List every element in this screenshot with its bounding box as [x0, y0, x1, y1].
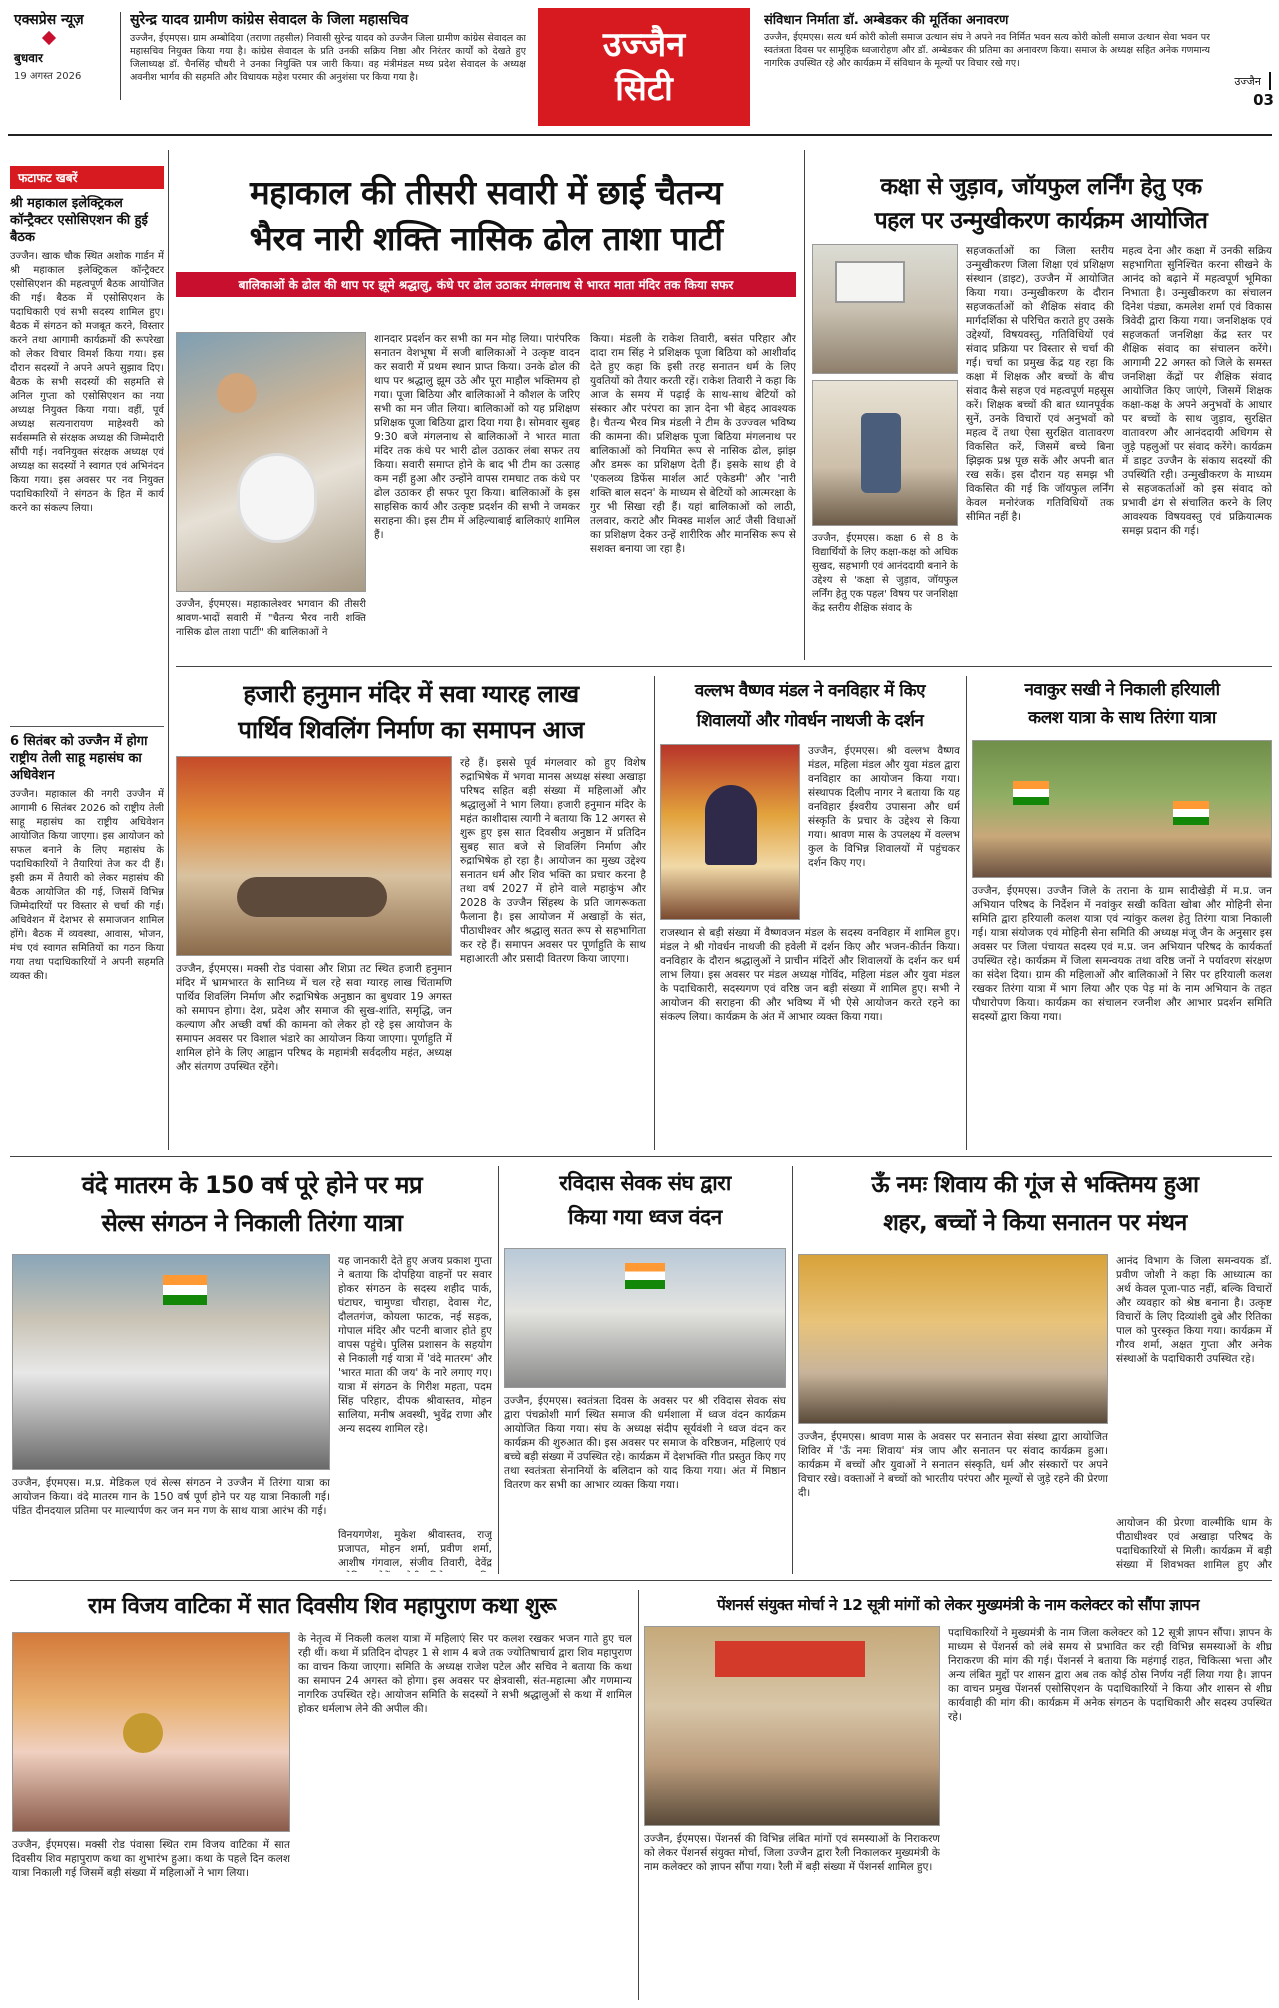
- hazari-photo: [176, 756, 452, 956]
- lead-photo: [176, 332, 366, 592]
- om-column-right: आनंद विभाग के जिला समन्वयक डॉ. प्रवीण जोशी ने कहा कि आध्यात्म का अर्थ केवल पूजा-पाठ नहीं, बल्कि विचारों और व्यवहार को श्रेष्ठ बनाना है। उत्कृष्ट विचारों के लिए दिव्यांशी दुबे और रितिका पाल को पुरस्कृत किया गया। कार्यक्रम में गौरव शर्मा, अक्षत गुप्ता और अनेक संस्थाओं के पदाधिकारी उपस्थित रहे।: [1116, 1255, 1272, 1365]
- joyful-photo-top: [812, 244, 958, 374]
- shivling-tray-icon: [237, 877, 387, 917]
- city-title-line1: उज्जैन: [602, 25, 686, 65]
- joyful-caption: उज्जैन, ईएमएस। कक्षा 6 से 8 के विद्यार्थियों के लिए कक्षा-कक्ष को अधिक सुखद, सहभागी एवं आनंददायी बनाने के उद्देश्य से 'कक्षा से जुड़ाव, जॉयफुल लर्निंग हेतु एक पहल' विषय पर जनशिक्षा केंद्र स्तरीय शैक्षिक संवाद के: [812, 533, 958, 614]
- lead-column-2: किया। मंडली के राकेश तिवारी, बसंत परिहार और दादा राम सिंह ने प्रशिक्षक पूजा बिठिया को आशीर्वाद देते हुए कहा कि इसी तरह सनातन धर्म के लिए युवतियों को तैयार करती रहें। राकेश तिवारी ने कहा कि आज के समय में पढ़ाई के साथ-साथ बेटियों को संस्कार और परंपरा का ज्ञान देना भी बेहद आवश्यक है। चैतन्य भैरव मित्र मंडली ने टीम के उज्ज्वल भविष्य की कामना की। प्रशिक्षक पूजा बिठिया मंगलनाथ पर बालिकाओं को नियमित रूप से नासिक ढोल, झांझ और डमरू का प्रशिक्षण देती हैं। इसके साथ ही वे 'एकलव्य डिफेंस मार्शल आर्ट एकेडमी' और 'नारी शक्ति बाल सदन' के माध्यम से बेटियों को आत्मरक्षा के गुर भी सिखा रही हैं। यहां बालिकाओं को लाठी, तलवार, कराटे और मिक्स्ड मार्शल आर्ट जैसी विधाओं का प्रशिक्षण देकर उन्हें शारीरिक और मानसिक रूप से सशक्त बनाया जा रहा है।: [590, 333, 796, 555]
- page-label: उज्जैन: [1234, 75, 1261, 88]
- joyful-headline-line1: कक्षा से जुड़ाव, जॉयफुल लर्निंग हेतु एक: [880, 174, 1202, 200]
- hazari-column: रहे हैं। इससे पूर्व मंगलवार को हुए विशेष रुद्राभिषेक में भगवा मानस अध्यक्ष संस्था अखाड़ा परिषद सहित बड़ी संख्या में महिलाओं और श्रद्धालुओं ने भाग लिया। हजारी हनुमान मंदिर के महंत काशीदास त्यागी ने बताया कि 12 अगस्त से शुरू हुए इस सात दिवसीय अनुष्ठान में प्रतिदिन सुबह सात बजे से शिवलिंग निर्माण और रुद्राभिषेक हो रहा है। आयोजन का मुख्य उद्देश्य सनातन धर्म और शिव भक्ति का प्रचार करना है तथा वर्ष 2027 में होने वाले महाकुंभ और 2028 के उज्जैन सिंहस्थ के प्रति जागरूकता फैलाना है। इस आयोजन में अखाड़ों के संत, पीठाधीश्वर और श्रद्धालु सतत रूप से सहभागिता कर रहे हैं। समापन अवसर पर पूर्णाहुति के साथ महाआरती और प्रसादी वितरण किया जाएगा।: [460, 757, 646, 965]
- vallabh-story: [660, 676, 960, 736]
- teaser-left-headline: सुरेन्द्र यादव ग्रामीण कांग्रेस सेवादल के जिला महासचिव: [130, 12, 409, 28]
- vande-photo: [12, 1254, 330, 1470]
- ram-photo: [12, 1632, 290, 1832]
- ravidas-photo: [504, 1248, 786, 1388]
- hazari-story: [176, 676, 646, 748]
- issue-date: 19 अगस्त 2026: [14, 71, 82, 82]
- om-photo: [798, 1254, 1108, 1424]
- pension-story: [644, 1590, 1272, 1620]
- hazari-divider: [654, 676, 655, 1150]
- page-marker: [1212, 70, 1274, 109]
- om-column-bottom: आयोजन की प्रेरणा वाल्मीकि धाम के पीठाधीश्वर एवं अखाड़ा परिषद के पदाधिकारियों से मिली। कार्यक्रम में बड़ी संख्या में शिवभक्त शामिल हुए और: [1116, 1517, 1272, 1571]
- navakur-headline-line1: नवाकुर सखी ने निकाली हरियाली: [1024, 680, 1220, 700]
- pension-caption: उज्जैन, ईएमएस। पेंशनर्स की विभिन्न लंबित मांगों एवं समस्याओं के निराकरण को लेकर पेंशनर्स संयुक्त मोर्चा, जिला उज्जैन द्वारा रैली निकालकर मुख्यमंत्री के नाम कलेक्टर को ज्ञापन सौंपा गया। रैली में बड़ी संख्या में पेंशनर्स शामिल हुए।: [644, 1833, 940, 1873]
- ram-body: के नेतृत्व में निकली कलश यात्रा में महिलाएं सिर पर कलश रखकर भजन गाते हुए चल रही थीं। कथा में प्रतिदिन दोपहर 1 से शाम 4 बजे तक ज्योतिषाचार्य द्वारा शिव महापुराण का वाचन किया जाएगा। समिति के अध्यक्ष राजेश पटेल और सचिव ने बताया कि कथा का समापन 24 अगस्त को होगा। इस अवसर पर क्षेत्रवासी, संत-महात्मा और गणमान्य नागरिक उपस्थित रहे। आयोजन समिति के सदस्यों ने सभी श्रद्धालुओं से कथा में शामिल होकर धर्मलाभ लेने की अपील की।: [298, 1633, 632, 1715]
- vande-caption: उज्जैन, ईएमएस। म.प्र. मेडिकल एवं सेल्स संगठन ने उज्जैन में तिरंगा यात्रा का आयोजन किया। वंदे मातरम गान के 150 वर्ष पूर्ण होने पर यह यात्रा निकाली गई। पंडित दीनदयाल प्रतिमा पर माल्यार्पण कर जन मन गण के साथ यात्रा आरंभ की गई।: [12, 1477, 330, 1517]
- drum-icon: [237, 453, 317, 543]
- hazari-headline-line1: हजारी हनुमान मंदिर में सवा ग्यारह लाख: [243, 680, 579, 708]
- navakur-headline-line2: कलश यात्रा के साथ तिरंगा यात्रा: [1028, 708, 1216, 728]
- vallabh-divider: [966, 676, 967, 1150]
- page-number: 03: [1253, 90, 1274, 109]
- ram-divider: [638, 1590, 639, 2000]
- sidebar-briefs: [10, 166, 164, 1166]
- brand-dot-icon: [42, 31, 56, 45]
- city-title-line2: सिटी: [615, 69, 673, 109]
- pension-photo: [644, 1626, 940, 1826]
- pension-body: पदाधिकारियों ने मुख्यमंत्री के नाम जिला कलेक्टर को 12 सूत्री ज्ञापन सौंपा। ज्ञापन के माध्यम से पेंशनर्स को लंबे समय से प्रभावित कर रही विभिन्न समस्याओं के शीघ्र निराकरण की मांग की गई। पेंशनर्स ने बताया कि महंगाई राहत, चिकित्सा भत्ता और अन्य लंबित मुद्दों पर शासन द्वारा अब तक कोई ठोस निर्णय नहीं लिया गया है। ज्ञापन का वाचन प्रमुख पेंशनर्स एसोसिएशन के पदाधिकारियों ने किया और शासन से शीघ्र कार्यवाही की मांग की। कार्यक्रम में अनेक संगठन के पदाधिकारी और सदस्य उपस्थित रहे।: [948, 1627, 1272, 1723]
- joyful-column-2: महत्व देना और कक्षा में उनकी सक्रिय सहभागिता सुनिश्चित करना सीखने के आनंद को बढ़ाने में महत्वपूर्ण भूमिका निभाता है। उन्मुखीकरण का संचालन दिनेश पंड्या, कमलेश शर्मा एवं विकास त्रिवेदी द्वारा किया गया। जनशिक्षक एवं सहजकर्ता जनशिक्षा केंद्र स्तर पर शैक्षिक संवाद का संचालन करेंगे। आगामी 22 अगस्त को जिले के समस्त जनशिक्षा केंद्रों पर शैक्षिक संवाद आयोजित किए जाएंगे, जिसमें शिक्षक कक्षा-कक्ष के अपने अनुभवों के आधार पर बच्चों के साथ जुड़ाव, सुरक्षित वातावरण और आनंददायी अधिगम से जुड़े पहलुओं पर संवाद करेंगे। कार्यक्रम में डाइट उज्जैन के संकाय सदस्यों की उपस्थिति रही। उन्मुखीकरण के माध्यम से सहजकर्ताओं को इस संवाद को प्रभावी ढंग से संचालित करने के लिए आवश्यक विषयवस्तु एवं प्रक्रियात्मक समझ प्रदान की गई।: [1122, 245, 1272, 537]
- row1-rule: [176, 666, 1272, 667]
- navakur-story: [972, 676, 1272, 732]
- sidebar-story1-headline: श्री महाकाल इलेक्ट्रिकल कॉन्ट्रैक्टर एसोसिएशन की हुई बैठक: [10, 196, 148, 245]
- speaker-figure-icon: [861, 413, 901, 493]
- vallabh-headline-line2: शिवालयों और गोवर्धन नाथजी के दर्शन: [696, 711, 924, 731]
- ravidas-body: उज्जैन, ईएमएस। स्वतंत्रता दिवस के अवसर पर श्री रविदास सेवक संघ द्वारा पंचक्रोशी मार्ग स्थित समाज की धर्मशाला में ध्वज वंदन कार्यक्रम आयोजित किया गया। संघ के अध्यक्ष संदीप सूर्यवंशी ने ध्वज वंदन कर कार्यक्रम की शुरुआत की। इस अवसर पर समाज के वरिष्ठजन, महिलाएं एवं बच्चे बड़ी संख्या में उपस्थित रहे। कार्यक्रम में देशभक्ति गीत प्रस्तुत किए गए तथा स्वतंत्रता सेनानियों के बलिदान को याद किया गया। अंत में मिष्ठान वितरण कर सभी का आभार व्यक्त किया गया।: [504, 1395, 786, 1491]
- navakur-photo: [972, 740, 1272, 878]
- sidebar-label: फटाफट खबरें: [10, 166, 164, 189]
- teaser-right-headline: संविधान निर्माता डॉ. अम्बेडकर की मूर्तिका अनावरण: [764, 13, 1009, 28]
- lead-right-divider: [804, 150, 805, 660]
- vande-story: [12, 1166, 492, 1242]
- hazari-caption: उज्जैन, ईएमएस। मक्सी रोड पंवासा और शिप्रा तट स्थित हजारी हनुमान मंदिर में भ्रामभारत के सानिध्य में चल रहे सवा ग्यारह लाख चिंतामणि पार्थिव शिवलिंग निर्माण और रुद्राभिषेक अनुष्ठान का बुधवार 19 अगस्त को समापन होगा। देश, प्रदेश और समाज की सुख-शांति, समृद्धि, जन कल्याण और अच्छी वर्षा की कामना को लेकर हो रहे इस आयोजन के समापन अवसर पर विशाल भंडारे का आयोजन किया जाएगा। पूर्णाहुति में शामिल होने के लिए आह्वान परिषद के महामंत्री सर्वदलीय महंत, अध्यक्ष और संतगण उपस्थित रहेंगे।: [176, 963, 452, 1073]
- ram-headline: राम विजय वाटिका में सात दिवसीय शिव महापुराण कथा शुरू: [87, 1594, 557, 1619]
- flag-icon-4: [625, 1263, 665, 1289]
- sidebar-story1-body: उज्जैन। खाक चौक स्थित अशोक गार्डन में श्री महाकाल इलेक्ट्रिकल कॉन्ट्रैक्टर एसोसिएशन की महत्वपूर्ण बैठक आयोजित की गई। बैठक में एसोसिएशन के पदाधिकारी एवं सभी सदस्य शामिल हुए। बैठक में संगठन को मजबूत करने, विस्तार करने तथा आगामी कार्यक्रमों की रूपरेखा को लेकर विचार विमर्श किया गया। इस दौरान सदस्यों ने अपने अपने सुझाव दिए। बैठक के सभी सदस्यों की सहमति से अनिल गुप्ता को एसोसिएशन का नया अध्यक्ष नियुक्त किया गया। वहीं, पूर्व अध्यक्ष सत्यनारायण माहेश्वरी को सर्वसम्मति से संरक्षक अध्यक्ष की जिम्मेदारी सौंपी गई। नवनियुक्त संरक्षक अध्यक्ष एवं अध्यक्ष का सदस्यों ने स्वागत एवं अभिनंदन किया गया। इस अवसर पर नव नियुक्त पदाधिकारियों ने संगठन के हित में कार्य करने का संकल्प लिया।: [10, 251, 164, 514]
- ravidas-divider: [792, 1166, 793, 1574]
- om-caption: उज्जैन, ईएमएस। श्रावण मास के अवसर पर सनातन सेवा संस्था द्वारा आयोजित शिविर में 'ऊँ नमः शिवाय' मंत्र जाप और सनातन पर संवाद कार्यक्रम हुआ। कार्यक्रम में बच्चों और युवाओं ने सनातन संस्कृति, धर्म और संस्कारों पर अपने विचार रखे। वक्ताओं ने बच्चों को भारतीय परंपरा और मूल्यों से जुड़े रहने की प्रेरणा दी।: [798, 1431, 1108, 1499]
- masthead-brand-box: [14, 10, 114, 82]
- masthead-teaser-left: [130, 10, 526, 105]
- ram-caption: उज्जैन, ईएमएस। मक्सी रोड पंवासा स्थित राम विजय वाटिका में सात दिवसीय शिव महापुराण कथा का शुभारंभ हुआ। कथा के पहले दिन कलश यात्रा निकाली गई जिसमें बड़ी संख्या में महिलाओं ने भाग लिया।: [12, 1839, 290, 1879]
- projector-screen-icon: [835, 261, 905, 303]
- joyful-story: [812, 170, 1270, 238]
- brand-name: एक्सप्रेस न्यूज़: [14, 12, 84, 28]
- vallabh-caption: उज्जैन, ईएमएस। श्री वल्लभ वैष्णव मंडल, महिला मंडल और युवा मंडल द्वारा वनविहार का आयोजन किया गया। संस्थापक दिलीप नागर ने बताया कि यह वनविहार ईश्वरीय उपासना और धर्म संस्कृति के प्रचार के उद्देश्य से किया गया। श्रावण मास के उपलक्ष्य में वल्लभ कुल के विभिन्न शिवालयों में पहुंचकर दर्शन किए गए।: [808, 745, 960, 869]
- joyful-photo-bottom: [812, 380, 958, 526]
- deity-shrine-icon: [705, 785, 757, 865]
- joyful-column-1: सहजकर्ताओं का जिला स्तरीय उन्मुखीकरण जिला शिक्षा एवं प्रशिक्षण संस्थान (डाइट), उज्जैन में आयोजित किया गया। उन्मुखीकरण के दौरान सहजकर्ताओं को शैक्षिक संवाद की मार्गदर्शिका से परिचित कराते हुए उसके उद्देश्यों, विषयवस्तु, गतिविधियों एवं संवाद प्रक्रिया पर विस्तार से चर्चा की गई। चर्चा का प्रमुख केंद्र यह रहा कि कक्षा में शिक्षक और बच्चों के बीच संवाद कैसे सहज एवं महत्वपूर्ण महसूस करें। शिक्षक बच्चों की बात ध्यानपूर्वक सुनें, उनके विचारों एवं अनुभवों को महत्व दें तथा ऐसा सुरक्षित वातावरण विकसित करें, जिसमें बच्चे बिना झिझक प्रश्न पूछ सकें और अपनी बात रख सकें। इस दौरान यह समझ भी विकसित की गई कि जॉयफुल लर्निंग केवल मनोरंजक गतिविधियों तक सीमित नहीं है।: [966, 245, 1114, 523]
- lead-strap: बालिकाओं के ढोल की थाप पर झूमे श्रद्धालु, कंधे पर ढोल उठाकर मंगलनाथ से भारत माता मंदिर तक किया सफर: [176, 272, 796, 297]
- ravidas-headline-line2: किया गया ध्वज वंदन: [568, 1205, 722, 1229]
- lead-headline-line1: महाकाल की तीसरी सवारी में छाई चैतन्य: [249, 173, 723, 212]
- navakur-body: उज्जैन, ईएमएस। उज्जैन जिले के तराना के ग्राम सादीखेड़ी में म.प्र. जन अभियान परिषद के निर्देशन में नवांकुर सखी कविता खोबा और मोहिनी सेना समिति द्वारा हरियाली कलश यात्रा एवं न्यांकुर कलश हेतु तिरंगा यात्रा निकाली गई। यात्रा संयोजक एवं मोहिनी सेना समिति की अध्यक्ष मंजू जैन के अनुसार इस अवसर पर जिला पंचायत सदस्य एवं म.प्र. जन अभियान परिषद के कार्यकर्ता उपस्थित रहे। कार्यक्रम में जिला समन्वयक तथा वरिष्ठ जनों ने पर्यावरण संरक्षण का संदेश दिया। ग्राम की महिलाओं और बालिकाओं ने सिर पर हरियाली कलश रखकर तिरंगा यात्रा में भाग लिया और एक पेड़ मां के नाम अभियान के तहत पौधारोपण किया। कार्यक्रम का संचालन रजनीश और आभार प्रदर्शन समिति सदस्यों द्वारा किया गया।: [972, 885, 1272, 1023]
- lead-headline-line2: भैरव नारी शक्ति नासिक ढोल ताशा पार्टी: [249, 219, 723, 258]
- joyful-headline-line2: पहल पर उन्मुखीकरण कार्यक्रम आयोजित: [874, 208, 1208, 234]
- sidebar-divider: [168, 150, 169, 1150]
- ravidas-story: [504, 1166, 786, 1234]
- sidebar-story2-headline: 6 सितंबर को उज्जैन में होगा राष्ट्रीय तेली साहू महासंघ का अधिवेशन: [10, 734, 148, 783]
- ravidas-headline-line1: रविदास सेवक संघ द्वारा: [559, 1171, 731, 1195]
- flag-icon-3: [163, 1275, 207, 1305]
- om-story: [798, 1166, 1272, 1242]
- lead-caption: उज्जैन, ईएमएस। महाकालेश्वर भगवान की तीसरी श्रावण-भादों सवारी में "चैतन्य भैरव नारी शक्ति नासिक ढोल ताशा पार्टी" की बालिकाओं ने: [176, 599, 366, 638]
- vande-divider: [498, 1166, 499, 1574]
- om-headline-line2: शहर, बच्चों ने किया सनातन पर मंथन: [883, 1210, 1187, 1236]
- masthead-teaser-right: [764, 10, 1210, 105]
- issue-day: बुधवार: [14, 51, 43, 65]
- vallabh-photo: [660, 744, 800, 920]
- lead-column-1: शानदार प्रदर्शन कर सभी का मन मोह लिया। पारंपरिक सनातन वेशभूषा में सजी बालिकाओं ने उत्कृष्ट वादन कर सवारी में प्रथम स्थान प्राप्त किया। उनके ढोल की थाप पर श्रद्धालु झूम उठे और पूरा माहौल भक्तिमय हो गया। पूजा बिठिया और बालिकाओं ने कौशल के जरिए सभी का मन जीत लिया। बालिकाओं को यह प्रशिक्षण प्रशिक्षक पूजा बिठिया द्वारा दिया गया है। सोमवार सुबह 9:30 बजे मंगलनाथ से बालिकाओं ने भारत माता मंदिर तक कंधे पर भारी ढोल उठाकर लंबा सफर तय किया। सवारी समाप्त होने के बाद भी टीम का उत्साह कम नहीं हुआ और उन्होंने वापस रामघाट तक कंधे पर ढोल उठाकर ही सफर पूरा किया। बालिकाओं के इस साहसिक कार्य और उत्कृष्ट प्रदर्शन की सभी ने जमकर सराहना की। इस टीम में अहिल्याबाई बालिकाएं शामिल हैं।: [374, 333, 580, 541]
- city-title-box: [538, 8, 750, 126]
- sidebar-story2-body: उज्जैन। महाकाल की नगरी उज्जैन में आगामी 6 सितंबर 2026 को राष्ट्रीय तेली साहू महासंघ का राष्ट्रीय अधिवेशन आयोजित किया जाएगा। इस आयोजन को सफल बनाने के लिए महासंघ के पदाधिकारियों ने तैयारियां तेज कर दी हैं। इसी क्रम में तैयारी को लेकर महासंघ की बैठक आयोजित की गई, जिसमें विभिन्न जिम्मेदारियों पर विस्तार से चर्चा की गई। अधिवेशन में देशभर से समाजजन शामिल होंगे। बैठक में व्यवस्था, आवास, भोजन, मंच एवं स्वागत समितियों का गठन किया गया तथा पदाधिकारियों ने अपनी सहमति व्यक्त की।: [10, 789, 164, 982]
- flag-icon: [1013, 781, 1049, 805]
- vande-headline-line1: वंदे मातरम के 150 वर्ष पूरे होने पर मप्र: [81, 1171, 423, 1199]
- masthead-rule: [8, 134, 1272, 136]
- pension-headline: पेंशनर्स संयुक्त मोर्चा ने 12 सूत्री मांगों को लेकर मुख्यमंत्री के नाम कलेक्टर को सौंपा ज्ञापन: [716, 1596, 1200, 1614]
- vallabh-column: राजस्थान से बड़ी संख्या में वैष्णवजन मंडल के सदस्य वनविहार में शामिल हुए। मंडल ने श्री गोवर्धन नाथजी की हवेली में दर्शन किए और भजन-कीर्तन किया। वनविहार के दौरान श्रद्धालुओं ने प्राचीन मंदिरों और शिवालयों के दर्शन कर धर्म लाभ लिया। इस अवसर पर मंडल अध्यक्ष गोविंद, महिला मंडल और युवा मंडल के पदाधिकारी, सदस्यगण एवं वरिष्ठ जन बड़ी संख्या में शामिल हुए। सभी ने आयोजन की सराहना की और भविष्य में भी ऐसे आयोजन करते रहने का संकल्प लिया। कार्यक्रम के अंत में आभार व्यक्त किया गया।: [660, 927, 960, 1023]
- drummer-figure-icon: [217, 373, 257, 413]
- kalash-icon: [123, 1713, 163, 1753]
- vande-column-bottom: विनयगणेश, मुकेश श्रीवास्तव, राजू प्रजापत, मोहन शर्मा, प्रवीण शर्मा, आशीष गंगवाल, संजीव तिवारी, देवेंद्र: [338, 1529, 492, 1569]
- teaser-right-body: उज्जैन, ईएमएस। सत्य धर्म कोरी कोली समाज उत्थान संघ ने अपने नव निर्मित भवन सत्य कोरी कोली समाज उत्थान सेवा भवन पर स्वतंत्रता दिवस पर सामूहिक ध्वजारोहण और डॉ. अम्बेडकर की प्रतिमा का अनावरण किया। समाज के अध्यक्ष सहित अनेक गणमान्य नागरिक उपस्थित रहे और कार्यक्रम में संविधान के मूल्यों पर विचार रखे गए।: [764, 32, 1210, 69]
- vallabh-headline-line1: वल्लभ वैष्णव मंडल ने वनविहार में किए: [694, 681, 926, 701]
- banner-icon: [715, 1641, 865, 1677]
- flag-icon-2: [1173, 801, 1209, 825]
- row3-rule: [10, 1580, 1272, 1581]
- teaser-left-body: उज्जैन, ईएमएस। ग्राम अम्बोदिया (तराणा तहसील) निवासी सुरेन्द्र यादव को उज्जैन जिला ग्रामीण कांग्रेस सेवादल का महासचिव नियुक्त किया गया है। कांग्रेस सेवादल के प्रति उनकी सक्रिय निष्ठा और निरंतर कार्यों को देखते हुए जिलाध्यक्ष डॉ. चैनसिंह चौधरी ने उनका नियुक्ति पत्र जारी किया। वह मंत्रीमंडल मध्य प्रदेश सेवादल के अध्यक्ष अवनीश भार्गव की सहमति और विधायक महेश परमार की अनुशंसा पर किया गया है।: [130, 33, 526, 83]
- hazari-headline-line2: पार्थिव शिवलिंग निर्माण का समापन आज: [238, 716, 584, 744]
- vande-column-right: यह जानकारी देते हुए अजय प्रकाश गुप्ता ने बताया कि दोपहिया वाहनों पर सवार होकर संगठन के सदस्य शहीद पार्क, घंटाघर, चामुण्डा चौराहा, देवास गेट, दौलतगंज, कोयला फाटक, नई सड़क, गोपाल मंदिर और पटनी बाजार होते हुए वापस पहुंचे। पुलिस प्रशासन के सहयोग से निकाली गई यात्रा में 'वंदे मातरम' और 'भारत माता की जय' के नारे लगाए गए। यात्रा में संगठन के गिरीश महता, पदम सिंह परिहार, दीपक श्रीवास्तव, मोहन सालिया, मनीष अवस्थी, भुवेंद्र राणा और अन्य सदस्य शामिल रहे।: [338, 1255, 492, 1435]
- masthead-divider: [120, 12, 121, 100]
- om-headline-line1: ऊँ नमः शिवाय की गूंज से भक्तिमय हुआ: [871, 1172, 1199, 1198]
- row2-rule: [10, 1156, 1272, 1157]
- vande-headline-line2: सेल्स संगठन ने निकाली तिरंगा यात्रा: [101, 1209, 403, 1237]
- ram-story: [12, 1590, 632, 1624]
